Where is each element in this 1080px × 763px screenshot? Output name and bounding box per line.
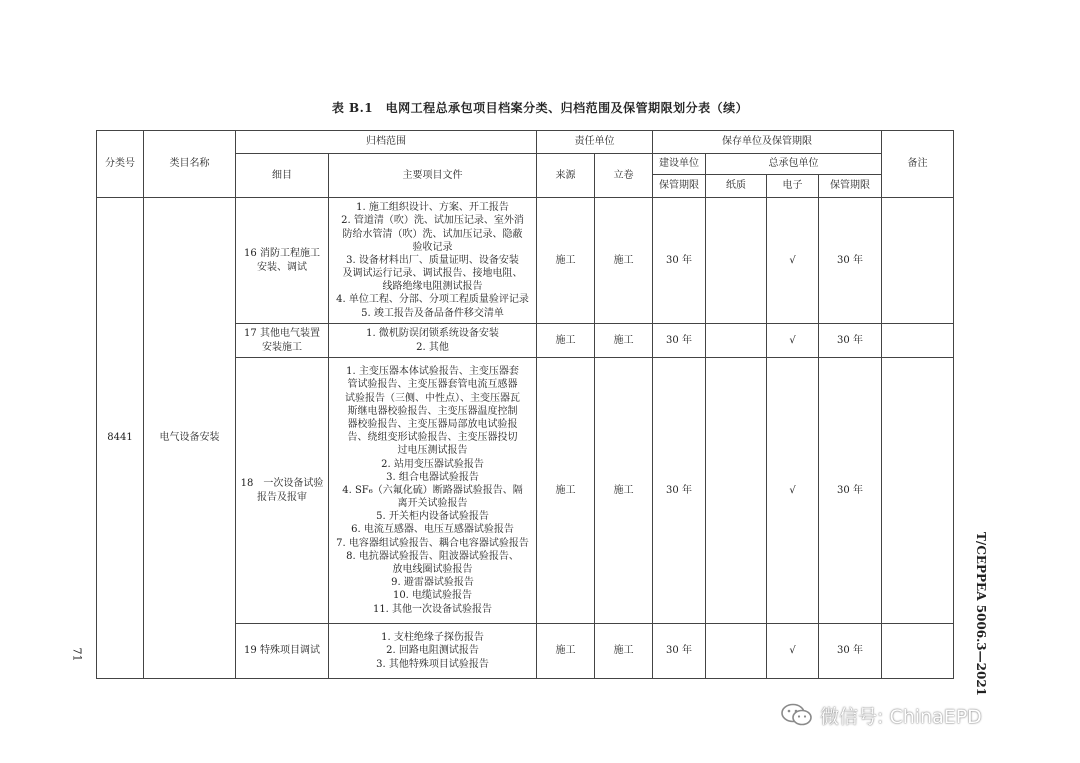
file-line: 及调试运行记录、调试报告、接地电阻、 [342,268,523,280]
filing-cell: 施工 [595,198,653,324]
file-line: 2. 管道清（吹）洗、试加压记录、室外消 [341,215,524,227]
files-cell [329,358,537,624]
builder-period-cell: 30 年 [653,324,706,358]
file-line: 试验报告（三侧、中性点）、主变压器瓦 [345,392,520,404]
file-line: 2. 回路电阻测试报告 [386,645,479,657]
file-line: 6. 电流互感器、电压互感器试验报告 [351,524,514,536]
remarks-cell [882,358,954,624]
file-line: 线路绝缘电阻测试报告 [382,281,483,293]
electronic-check: √ [767,324,819,358]
file-line: 3. 组合电器试验报告 [386,471,479,483]
file-line: 3. 其他特殊项目试验报告 [376,658,489,670]
contractor-period-cell: 30 年 [819,624,882,679]
header-paper: 纸质 [706,175,767,198]
file-line: 10. 电缆试验报告 [392,590,473,602]
header-scope: 归档范围 [236,131,537,154]
contractor-period-cell: 30 年 [819,324,882,358]
paper-cell [706,358,767,624]
source-cell: 施工 [537,198,595,324]
builder-period-cell: 30 年 [653,198,706,324]
class-no-cell: 8441 [97,198,144,679]
file-line: 过电压测试报告 [397,445,468,457]
item-cell: 18 一次设备试验报告及报审 [236,358,329,624]
electronic-check: √ [767,198,819,324]
file-line: 7. 电容器组试验报告、耦合电容器试验报告 [336,537,529,549]
contractor-period-cell: 30 年 [819,198,882,324]
item-cell: 19 特殊项目调试 [236,624,329,679]
file-line: 1. 主变压器本体试验报告、主变压器套 [346,366,519,378]
table-row [97,198,954,324]
files-cell [329,324,537,358]
header-files: 主要项目文件 [329,154,537,198]
builder-period-cell: 30 年 [653,624,706,679]
file-line: 2. 其他 [416,341,449,353]
archive-table [96,130,954,679]
standard-code-text: T/CEPPEA 5006.3—2021 [974,532,988,697]
header-class-no: 分类号 [97,131,144,198]
filing-cell: 施工 [595,624,653,679]
file-line: 4. SF₆（六氟化硫）断路器试验报告、隔 [342,484,523,496]
wechat-icon [780,703,814,727]
item-cell: 16 消防工程施工安装、调试 [236,198,329,324]
filing-cell: 施工 [595,324,653,358]
file-line: 斯继电器校验报告、主变压器温度控制 [347,405,518,417]
files-cell [329,624,537,679]
contractor-period-cell: 30 年 [819,358,882,624]
file-line: 验收记录 [412,241,453,253]
file-line: 器校验报告、主变压器局部放电试验报 [347,418,518,430]
source-cell: 施工 [537,324,595,358]
electronic-check: √ [767,358,819,624]
file-line: 防给水管清（吹）洗、试加压记录、隐蔽 [342,228,523,240]
header-builder-period: 保管期限 [653,175,706,198]
file-line: 4. 单位工程、分部、分项工程质量验评记录 [336,294,529,306]
file-line: 5. 开关柜内设备试验报告 [376,511,489,523]
file-line: 1. 施工组织设计、方案、开工报告 [356,202,509,214]
electronic-check: √ [767,624,819,679]
header-contractor: 总承包单位 [706,154,882,175]
remarks-cell [882,624,954,679]
watermark-text: 微信号: ChinaEPD [820,705,982,728]
header-item: 细目 [236,154,329,198]
file-line: 放电线圈试验报告 [392,564,473,576]
paper-cell [706,324,767,358]
standard-code-label [966,532,988,697]
builder-period-cell: 30 年 [653,358,706,624]
remarks-cell [882,198,954,324]
table-title: 表 B.1 电网工程总承包项目档案分类、归档范围及保管期限划分表（续） [331,101,749,115]
filing-cell: 施工 [595,358,653,624]
file-line: 1. 微机防误闭锁系统设备安装 [366,328,499,340]
file-line: 2. 站用变压器试验报告 [381,458,484,470]
file-line: 8. 电抗器试验报告、阻波器试验报告、 [346,550,519,562]
header-builder: 建设单位 [653,154,706,175]
file-line: 1. 支柱绝缘子探伤报告 [381,632,484,644]
files-cell [329,198,537,324]
header-retention: 保存单位及保管期限 [653,131,882,154]
paper-cell [706,198,767,324]
item-cell: 17 其他电气装置安装施工 [236,324,329,358]
file-line: 管试验报告、主变压器套管电流互感器 [347,379,518,391]
header-category-name: 类目名称 [144,131,236,198]
header-responsible: 责任单位 [537,131,653,154]
file-line: 11. 其他一次设备试验报告 [372,603,493,615]
file-line: 3. 设备材料出厂、质量证明、设备安装 [346,254,519,266]
category-name-cell: 电气设备安装 [144,198,236,679]
header-source: 来源 [537,154,595,198]
source-cell: 施工 [537,624,595,679]
wechat-watermark [780,702,982,728]
file-line: 告、绕组变形试验报告、主变压器投切 [347,432,518,444]
file-line: 离开关试验报告 [397,498,468,510]
file-line: 5. 竣工报告及备品备件移交清单 [361,307,504,319]
header-remarks: 备注 [882,131,954,198]
header-electronic: 电子 [767,175,819,198]
header-filing: 立卷 [595,154,653,198]
header-contractor-period: 保管期限 [819,175,882,198]
page-number: 71 [70,647,84,662]
source-cell: 施工 [537,358,595,624]
remarks-cell [882,324,954,358]
file-line: 9. 避雷器试验报告 [391,577,474,589]
paper-cell [706,624,767,679]
